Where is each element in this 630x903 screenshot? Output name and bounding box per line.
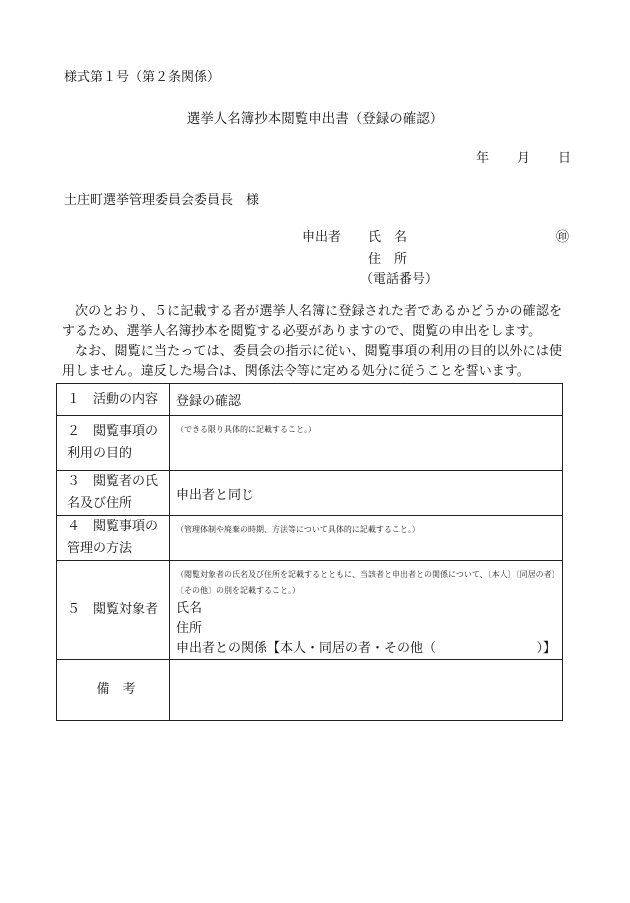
date-month-label: 月 bbox=[517, 151, 531, 166]
applicant-address-label: 住 所 bbox=[368, 252, 408, 267]
table-row-purpose bbox=[57, 416, 563, 471]
applicant-name-label: 氏 名 bbox=[368, 230, 408, 245]
purpose-note: （できる限り具体的に記載すること。） bbox=[176, 425, 316, 434]
table-row-remarks bbox=[57, 660, 563, 721]
table-row-activity bbox=[57, 384, 563, 416]
remarks-label: 備 考 bbox=[57, 660, 170, 721]
table-row-viewer bbox=[57, 471, 563, 516]
addressee: 土庄町選挙管理委員会委員長 様 bbox=[64, 193, 260, 208]
management-field[interactable] bbox=[170, 516, 563, 561]
remarks-field[interactable] bbox=[170, 660, 563, 721]
table-row-management bbox=[57, 516, 563, 561]
applicant-label: 申出者 bbox=[302, 230, 342, 245]
target-field[interactable] bbox=[170, 561, 563, 660]
target-relation-options: 申出者との関係【本人・同居の者・その他（ bbox=[176, 641, 437, 656]
activity-value: 登録の確認 bbox=[170, 384, 563, 416]
management-note: （管理体制や廃棄の時期、方法等について具体的に記載すること。） bbox=[176, 525, 420, 534]
target-address-label: 住所 bbox=[176, 621, 203, 636]
activity-label: １ 活動の内容 bbox=[57, 384, 170, 416]
date-day-label: 日 bbox=[558, 151, 572, 166]
target-label: ５ 閲覧対象者 bbox=[57, 561, 170, 660]
purpose-label: ２ 閲覧事項の利用の目的 bbox=[57, 416, 170, 471]
declaration-paragraph-1: 次のとおり、５に記載する者が選挙人名簿に登録された者であるかどうかの確認をするため、選挙人名簿抄本を閲覧する必要がありますので、閲覧の申出をします。 bbox=[62, 304, 562, 339]
purpose-field[interactable] bbox=[170, 416, 563, 471]
table-row-target bbox=[57, 561, 563, 660]
viewer-label: ３ 閲覧者の氏名及び住所 bbox=[57, 471, 170, 516]
document-title: 選挙人名簿抄本閲覧申出書（登録の確認） bbox=[186, 111, 444, 127]
declaration-paragraph-2: なお、閲覧に当たっては、委員会の指示に従い、閲覧事項の利用の目的以外には使用しません。違反した場合は、関係法令等に定める処分に従うことを誓います。 bbox=[62, 344, 562, 379]
target-name-label: 氏名 bbox=[176, 601, 203, 616]
application-table bbox=[56, 383, 563, 721]
declaration-text bbox=[62, 302, 562, 382]
viewer-value: 申出者と同じ bbox=[170, 471, 563, 516]
target-relation bbox=[176, 639, 556, 659]
form-number: 様式第１号（第２条関係） bbox=[64, 70, 221, 85]
date-year-label: 年 bbox=[476, 151, 490, 166]
target-relation-close: ）】 bbox=[536, 641, 556, 656]
date-row bbox=[476, 147, 571, 166]
applicant-phone-label: （電話番号） bbox=[360, 272, 439, 287]
target-note: （閲覧対象者の氏名及び住所を記載するとともに、当該者と申出者との関係について、〔本人〕〔同居の者〕〔その他〕の別を記載すること。） bbox=[176, 570, 556, 595]
seal-mark: ㊞ bbox=[556, 230, 570, 245]
management-label: ４ 閲覧事項の管理の方法 bbox=[57, 516, 170, 561]
